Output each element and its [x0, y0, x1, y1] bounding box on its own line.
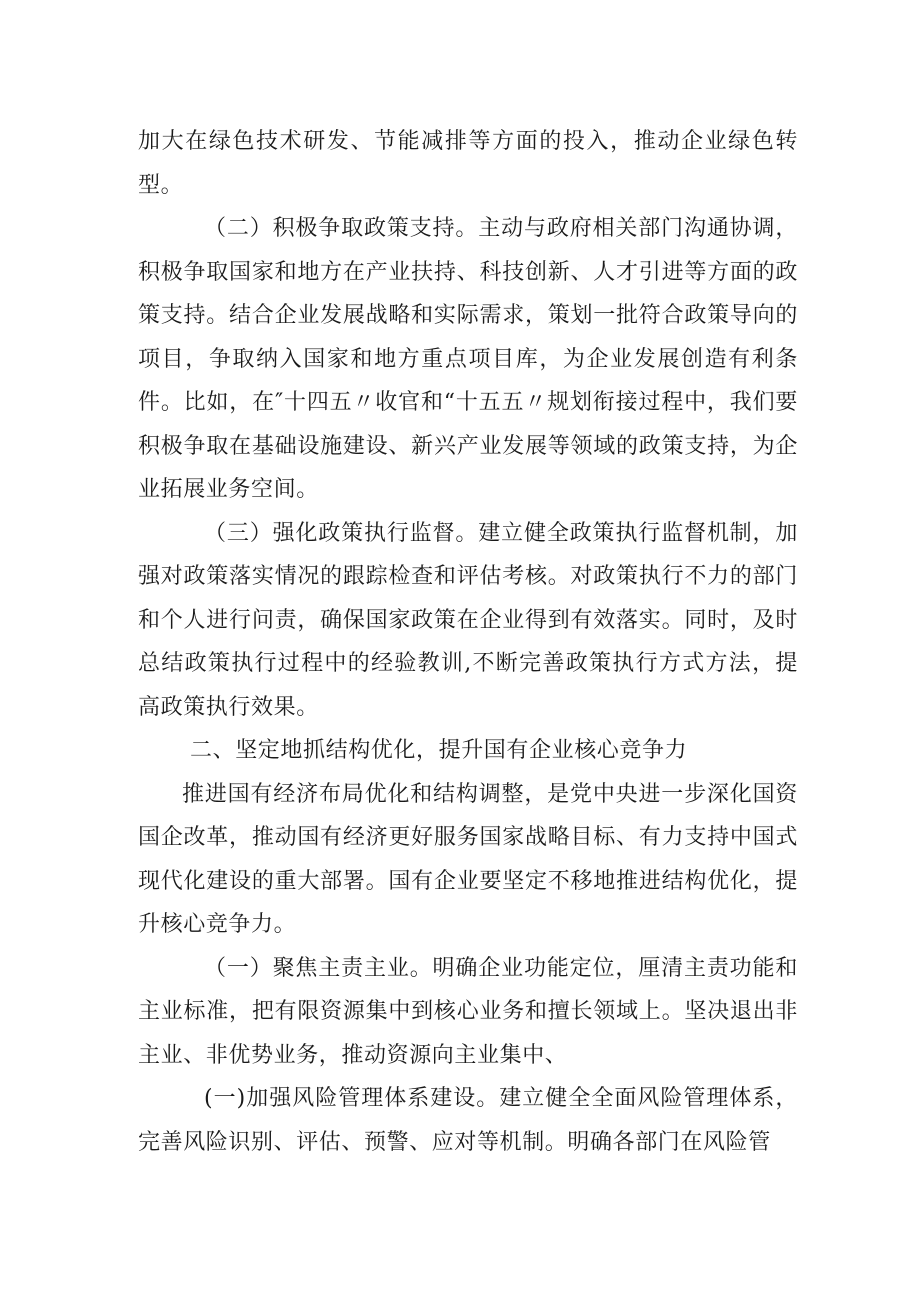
paragraph-core-business: （一）聚焦主责主业。明确企业功能定位，厘清主责功能和主业标准，把有限资源集中到核心业务和擅长领域上。坚决退出非主业、非优势业务，推动资源向主业集中、 — [138, 955, 798, 1068]
paragraph-policy-support: （二）积极争取政策支持。主动与政府相关部门沟通协调，积极争取国家和地方在产业扶持、科技创新、人才引进等方面的政策支持。结合企业发展战略和实际需求，策划一批符合政策导向的项目，争取纳入国家和地方重点项目库，为企业发展创造有利条件。比如，在″十四五〃收官和“十五五〃规划衔接过程中，我们要积极争取在基础设施建设、新兴产业发展等领域的政策支持，为企业拓展业务空间。 — [138, 216, 798, 502]
paragraph-structure-adjustment: 推进国有经济布局优化和结构调整，是党中央进一步深化国资国企改革，推动国有经济更好服务国家战略目标、有力支持中国式现代化建设的重大部署。国有企业要坚定不移地推进结构优化，提升核心竞争力。 — [138, 781, 798, 937]
document-page — [138, 120, 798, 1164]
paragraph-green-transformation: 加大在绿色技术研发、节能减排等方面的投入，推动企业绿色转型。 — [138, 129, 798, 198]
paragraph-policy-supervision: （三）强化政策执行监督。建立健全政策执行监督机制，加强对政策落实情况的跟踪检查和评估考核。对政策执行不力的部门和个人进行问责，确保国家政策在企业得到有效落实。同时，及时总结政策执行过程中的经验教训,不断完善政策执行方式方法，提高政策执行效果。 — [138, 520, 798, 720]
section-heading-structure-optimization: 二、坚定地抓结构优化，提升国有企业核心竞争力 — [190, 738, 688, 763]
paragraph-risk-management: (一)加强风险管理体系建设。建立健全全面风险管理体系，完善风险识别、评估、预警、应对等机制。明确各部门在风险管 — [138, 1086, 798, 1155]
